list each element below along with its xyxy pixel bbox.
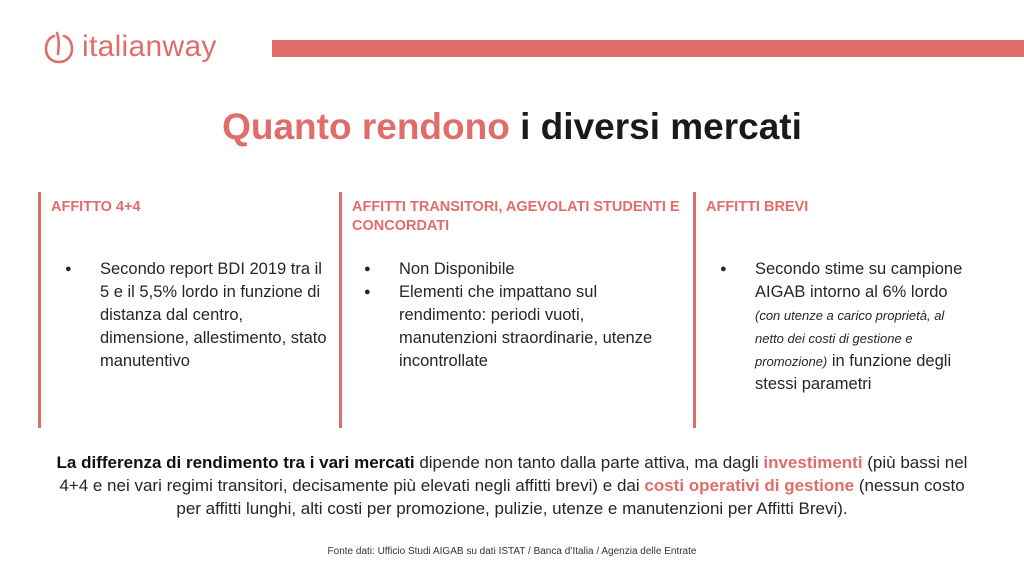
column-heading: AFFITTO 4+4	[51, 199, 141, 215]
list-item: ● Secondo report BDI 2019 tra il 5 e il 5,5% lordo in funzione di distanza dal centro, dimensione, allestimento, stato manutentivo	[65, 258, 330, 373]
bullet-text: in funzione degli stessi parametri	[755, 352, 952, 393]
logo-mark-icon	[44, 30, 74, 64]
title-highlight: Quanto rendono	[222, 106, 510, 147]
bullet-list	[65, 258, 330, 373]
summary-lead: La differenza di rendimento tra i vari mercati	[56, 453, 415, 472]
column-heading: AFFITTI BREVI	[706, 199, 809, 215]
summary-highlight-investimenti: investimenti	[763, 453, 863, 472]
bullet-list	[720, 258, 970, 396]
summary-text: (nessun costo per affitti lunghi, alti costi per promozione, pulizie, utenze e manutenzioni per Affitti Brevi).	[176, 476, 965, 518]
source-note: Fonte dati: Ufficio Studi AIGAB su dati ISTAT / Banca d’Italia / Agenzia delle Entrate	[327, 546, 697, 557]
list-item	[720, 258, 970, 396]
title-rest: i diversi mercati	[509, 106, 802, 147]
bullet-text: Secondo stime su campione AIGAB intorno al 6% lordo	[755, 260, 963, 301]
column-affitti-transitori	[339, 192, 692, 428]
list-item: ● Elementi che impattano sul rendimento: periodi vuoti, manutenzioni straordinarie, utenze incontrollate	[364, 281, 664, 373]
bullet-list	[364, 258, 664, 373]
header-accent-bar	[272, 40, 1024, 57]
column-heading: AFFITTI TRANSITORI, AGEVOLATI STUDENTI E CONCORDATI	[352, 199, 680, 234]
summary-text: (più bassi nel 4+4 e nei vari regimi transitori, decisamente più elevati negli affitti brevi) e dai	[59, 453, 968, 495]
summary-text: dipende non tanto dalla parte attiva, ma dagli	[414, 453, 764, 472]
summary-highlight-costi: costi operativi di gestione	[644, 476, 855, 495]
summary-paragraph	[50, 451, 974, 520]
logo-text: italianway	[82, 30, 217, 63]
list-item: ● Non Disponibile	[364, 258, 664, 281]
column-affitto-4-4	[38, 192, 341, 428]
bullet-note: (con utenze a carico proprietà, al netto dei costi di gestione e promozione)	[755, 308, 945, 369]
page-title	[0, 106, 1024, 148]
italianway-logo	[44, 30, 217, 64]
column-affitti-brevi	[693, 192, 996, 428]
